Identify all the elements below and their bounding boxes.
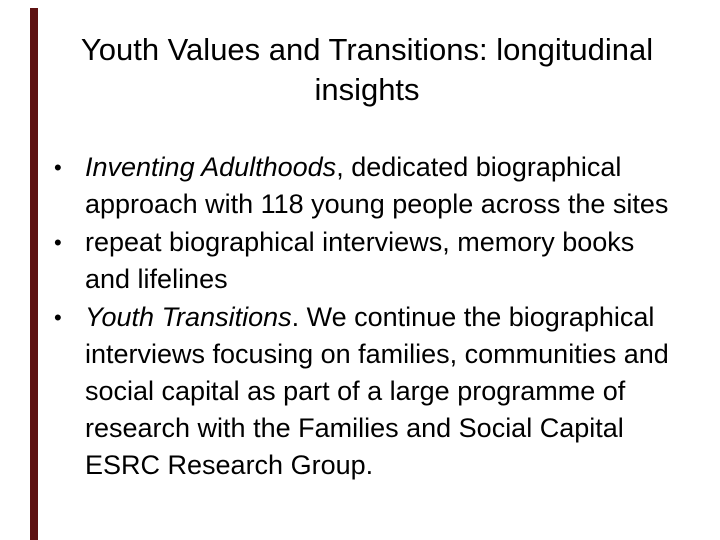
bullet-text xyxy=(85,149,672,223)
slide-title xyxy=(42,30,692,110)
bullet-lead-italic: Youth Transitions xyxy=(85,302,292,332)
bullet-lead-italic: Inventing Adulthoods xyxy=(85,152,337,182)
bullet-icon: • xyxy=(54,305,62,330)
bullet-item xyxy=(48,149,672,223)
bullet-item xyxy=(48,224,672,298)
left-accent-bar xyxy=(30,8,38,540)
bullet-body-text: . We continue the biographical interviews focusing on families, communities and social capital as part of a large programme of research with the Families and Social Capital ESRC Research Group. xyxy=(85,302,669,480)
slide-title-line1: Youth Values and Transitions: longitudinal xyxy=(80,32,654,67)
bullet-icon: • xyxy=(54,155,62,180)
bullet-list xyxy=(48,149,672,485)
bullet-body-text: repeat biographical interviews, memory books and lifelines xyxy=(85,227,635,294)
bullet-text xyxy=(85,224,672,298)
bullet-icon: • xyxy=(54,230,62,255)
bullet-body-text: , dedicated biographical approach with 118 young people across the sites xyxy=(85,152,669,219)
bullet-text xyxy=(85,299,672,484)
slide-title-line2: insights xyxy=(314,72,420,107)
bullet-item xyxy=(48,299,672,484)
